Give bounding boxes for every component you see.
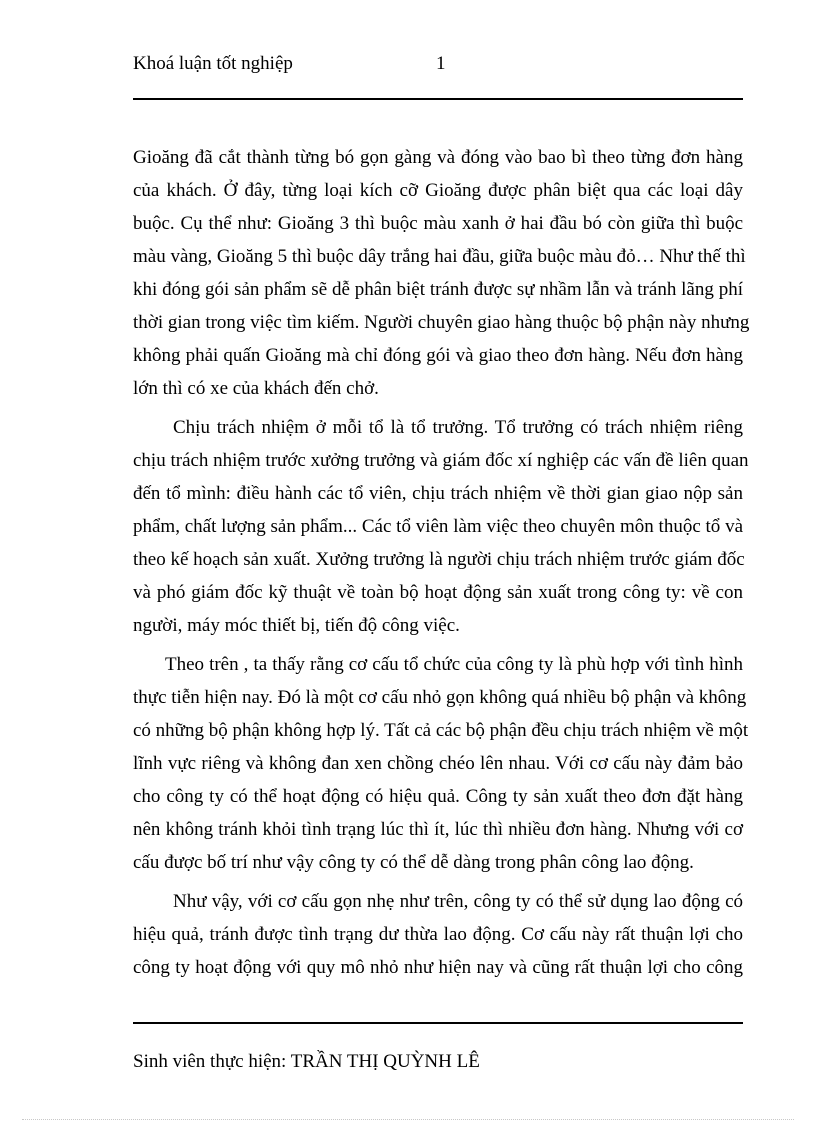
text-line: thực tiễn hiện nay. Đó là một cơ cấu nhỏ gọn không quá nhiều bộ phận và không [133,687,747,708]
page-number: 1 [436,53,446,74]
text-line: và phó giám đốc kỹ thuật về toàn bộ hoạt động sản xuất trong công ty: về con [133,582,743,603]
text-line: chịu trách nhiệm trước xưởng trưởng và giám đốc xí nghiệp các vấn đề liên quan [133,450,749,471]
text-line: đến tổ mình: điều hành các tổ viên, chịu trách nhiệm về thời gian giao nộp sản [133,483,743,504]
paragraph-3 [133,648,749,879]
text-line: không phải quấn Gioăng mà chỉ đóng gói và giao theo đơn hàng. Nếu đơn hàng [133,345,743,366]
text-line: phẩm, chất lượng sản phẩm... Các tổ viên làm việc theo chuyên môn thuộc tổ và [133,516,743,537]
text-line: Theo trên , ta thấy rằng cơ cấu tổ chức của công ty là phù hợp với tình hình [165,654,743,675]
paragraph-2 [133,411,749,642]
paragraph-1 [133,141,750,405]
text-line: màu vàng, Gioăng 5 thì buộc dây trắng hai đầu, giữa buộc màu đỏ… Như thế thì [133,246,746,267]
text-line: cấu được bố trí như vậy công ty có thể dễ dàng trong phân công lao động. [133,852,694,873]
text-line: Chịu trách nhiệm ở mỗi tổ là tổ trưởng. Tổ trưởng có trách nhiệm riêng [173,417,743,438]
text-line: cho công ty có thể hoạt động có hiệu quả. Công ty sản xuất theo đơn đặt hàng [133,786,743,807]
text-line: Như vậy, với cơ cấu gọn nhẹ như trên, công ty có thể sử dụng lao động có [173,891,743,912]
footer [133,1050,480,1074]
text-line: lĩnh vực riêng và không đan xen chồng chéo lên nhau. Với cơ cấu này đảm bảo [133,753,743,774]
footer-divider [133,1022,743,1024]
text-line: buộc. Cụ thể như: Gioăng 3 thì buộc màu xanh ở hai đầu bó còn giữa thì buộc [133,213,743,234]
footer-label: Sinh viên thực hiện: [133,1051,287,1072]
paragraph-4 [133,885,743,984]
header-divider [133,98,743,100]
text-line: lớn thì có xe của khách đến chở. [133,378,379,399]
text-line: người, máy móc thiết bị, tiến độ công việc. [133,615,460,636]
text-line: có những bộ phận không hợp lý. Tất cả các bộ phận đều chịu trách nhiệm về một [133,720,749,741]
text-line: của khách. Ở đây, từng loại kích cỡ Gioăng được phân biệt qua các loại dây [133,180,743,201]
text-line: thời gian trong việc tìm kiếm. Người chuyên giao hàng thuộc bộ phận này nhưng [133,312,750,333]
text-line: hiệu quả, tránh được tình trạng dư thừa lao động. Cơ cấu này rất thuận lợi cho [133,924,743,945]
text-line: công ty hoạt động với quy mô nhỏ như hiện nay và cũng rất thuận lợi cho công [133,957,743,978]
header-title: Khoá luận tốt nghiệp [133,53,293,74]
text-line: Gioăng đã cắt thành từng bó gọn gàng và đóng vào bao bì theo từng đơn hàng [133,147,743,168]
text-line: khi đóng gói sản phẩm sẽ dễ phân biệt tránh được sự nhầm lẫn và tránh lãng phí [133,279,743,300]
student-name: TRẦN THỊ QUỲNH LÊ [290,1051,480,1072]
text-line: theo kế hoạch sản xuất. Xưởng trưởng là người chịu trách nhiệm trước giám đốc [133,549,745,570]
body-text [133,141,750,984]
text-line: nên không tránh khỏi tình trạng lúc thì ít, lúc thì nhiều đơn hàng. Nhưng với cơ [133,819,743,840]
page-edge-divider [22,1119,794,1120]
